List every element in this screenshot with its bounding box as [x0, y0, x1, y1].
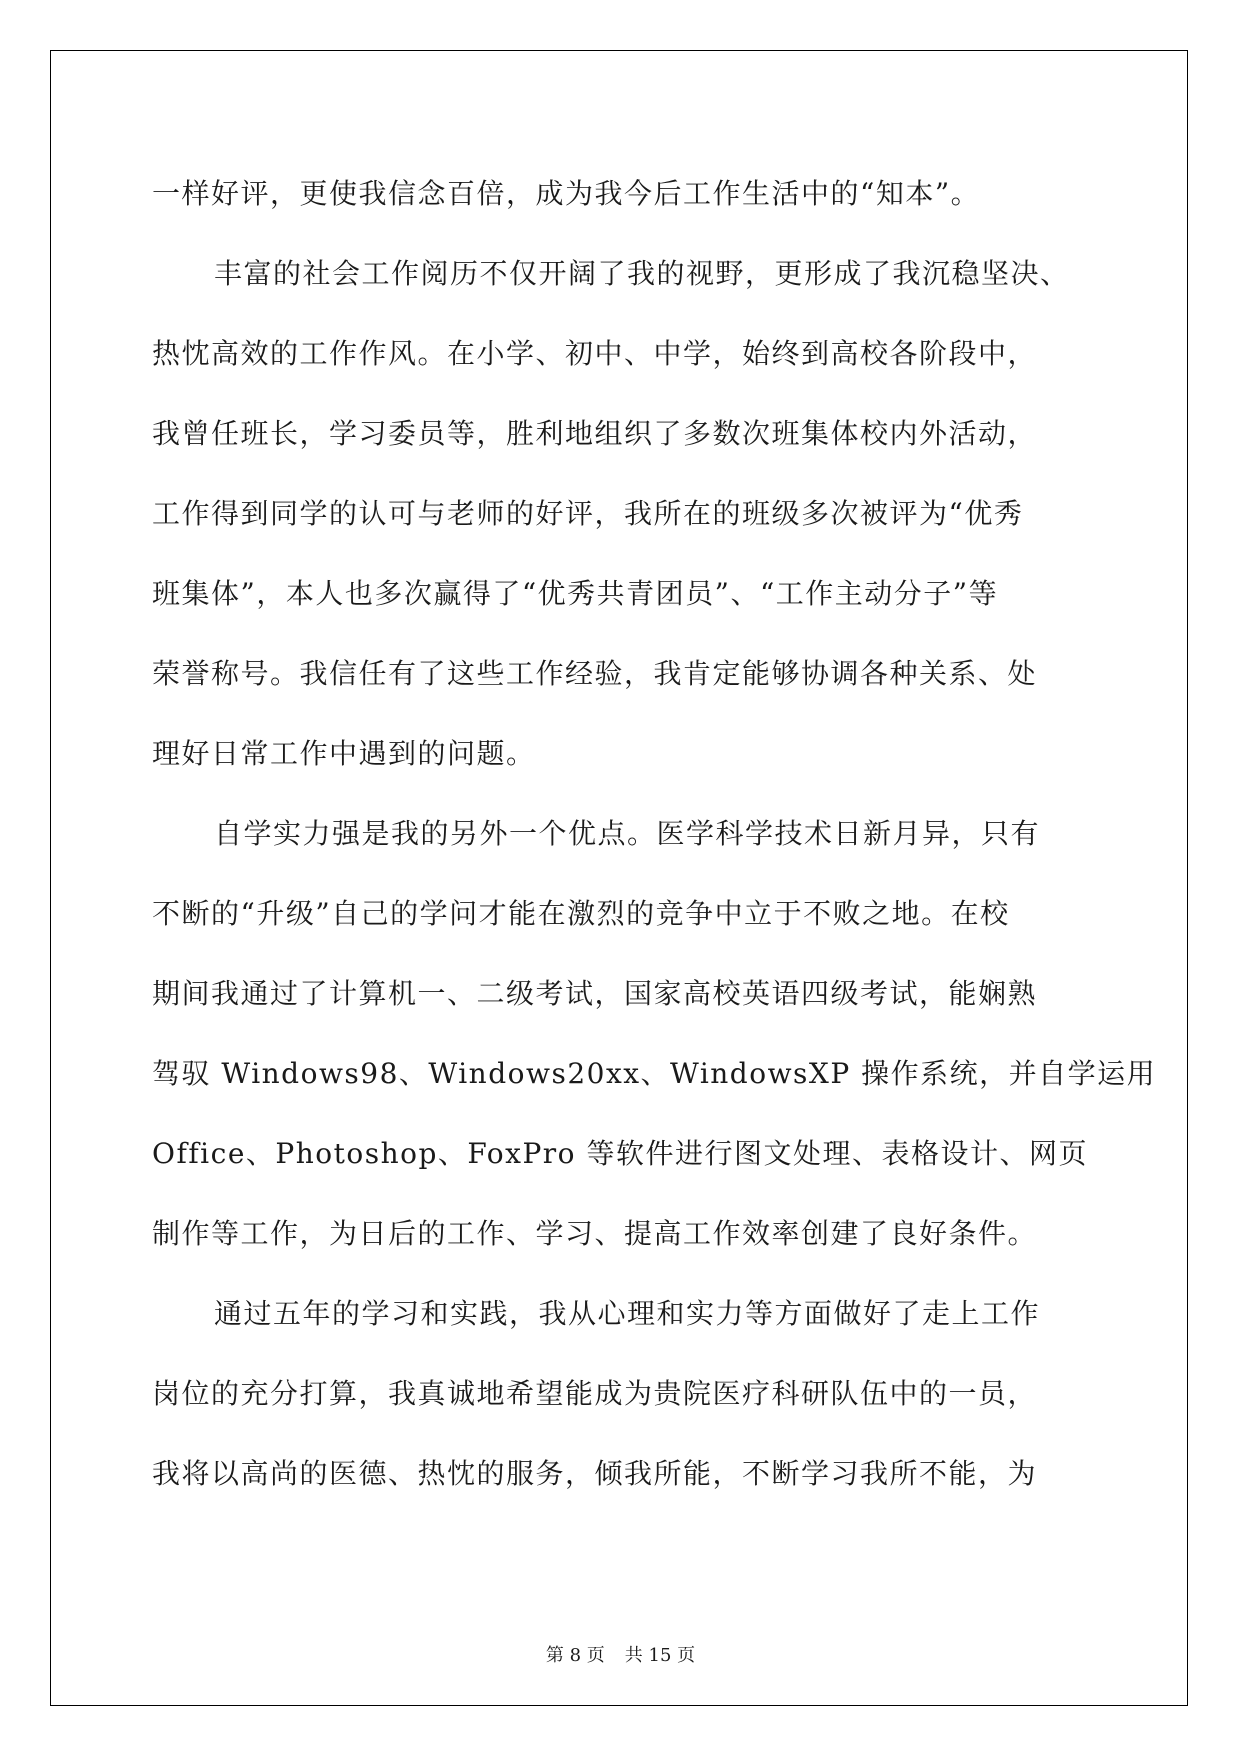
text-line: 期间我通过了计算机一、二级考试，国家高校英语四级考试，能娴熟 [152, 977, 1038, 1010]
text-line: 不断的“升级”自己的学问才能在激烈的竞争中立于不败之地。在校 [152, 897, 1010, 930]
text-line: 岗位的充分打算，我真诚地希望能成为贵院医疗科研队伍中的一员， [152, 1377, 1038, 1410]
text-line: 制作等工作，为日后的工作、学习、提高工作效率创建了良好条件。 [152, 1217, 1038, 1250]
page-total: 共 15 页 [624, 1645, 696, 1666]
text-line: 工作得到同学的认可与老师的好评，我所在的班级多次被评为“优秀 [152, 497, 1024, 530]
text-line: 我曾任班长，学习委员等，胜利地组织了多数次班集体校内外活动， [152, 417, 1038, 450]
text-line: 荣誉称号。我信任有了这些工作经验，我肯定能够协调各种关系、处 [152, 657, 1038, 690]
text-line: Office、Photoshop、FoxPro 等软件进行图文处理、表格设计、网页 [152, 1137, 1088, 1170]
text-line: 丰富的社会工作阅历不仅开阔了我的视野，更形成了我沉稳坚决、 [214, 257, 1070, 290]
text-line: 通过五年的学习和实践，我从心理和实力等方面做好了走上工作 [214, 1297, 1041, 1330]
text-line: 班集体”，本人也多次赢得了“优秀共青团员”、“工作主动分子”等 [152, 577, 999, 610]
page-footer [0, 1641, 1241, 1667]
page-number: 第 8 页 [545, 1645, 605, 1666]
text-line: 我将以高尚的医德、热忱的服务，倾我所能，不断学习我所不能，为 [152, 1457, 1038, 1490]
text-line: 一样好评，更使我信念百倍，成为我今后工作生活中的“知本”。 [152, 177, 981, 210]
text-line: 热忱高效的工作作风。在小学、初中、中学，始终到高校各阶段中， [152, 337, 1038, 370]
text-line: 驾驭 Windows98、Windows20xx、WindowsXP 操作系统，并自学运用 [152, 1057, 1157, 1090]
text-line: 自学实力强是我的另外一个优点。医学科学技术日新月异，只有 [214, 817, 1041, 850]
document-body [152, 160, 1157, 1520]
text-line: 理好日常工作中遇到的问题。 [152, 737, 536, 770]
